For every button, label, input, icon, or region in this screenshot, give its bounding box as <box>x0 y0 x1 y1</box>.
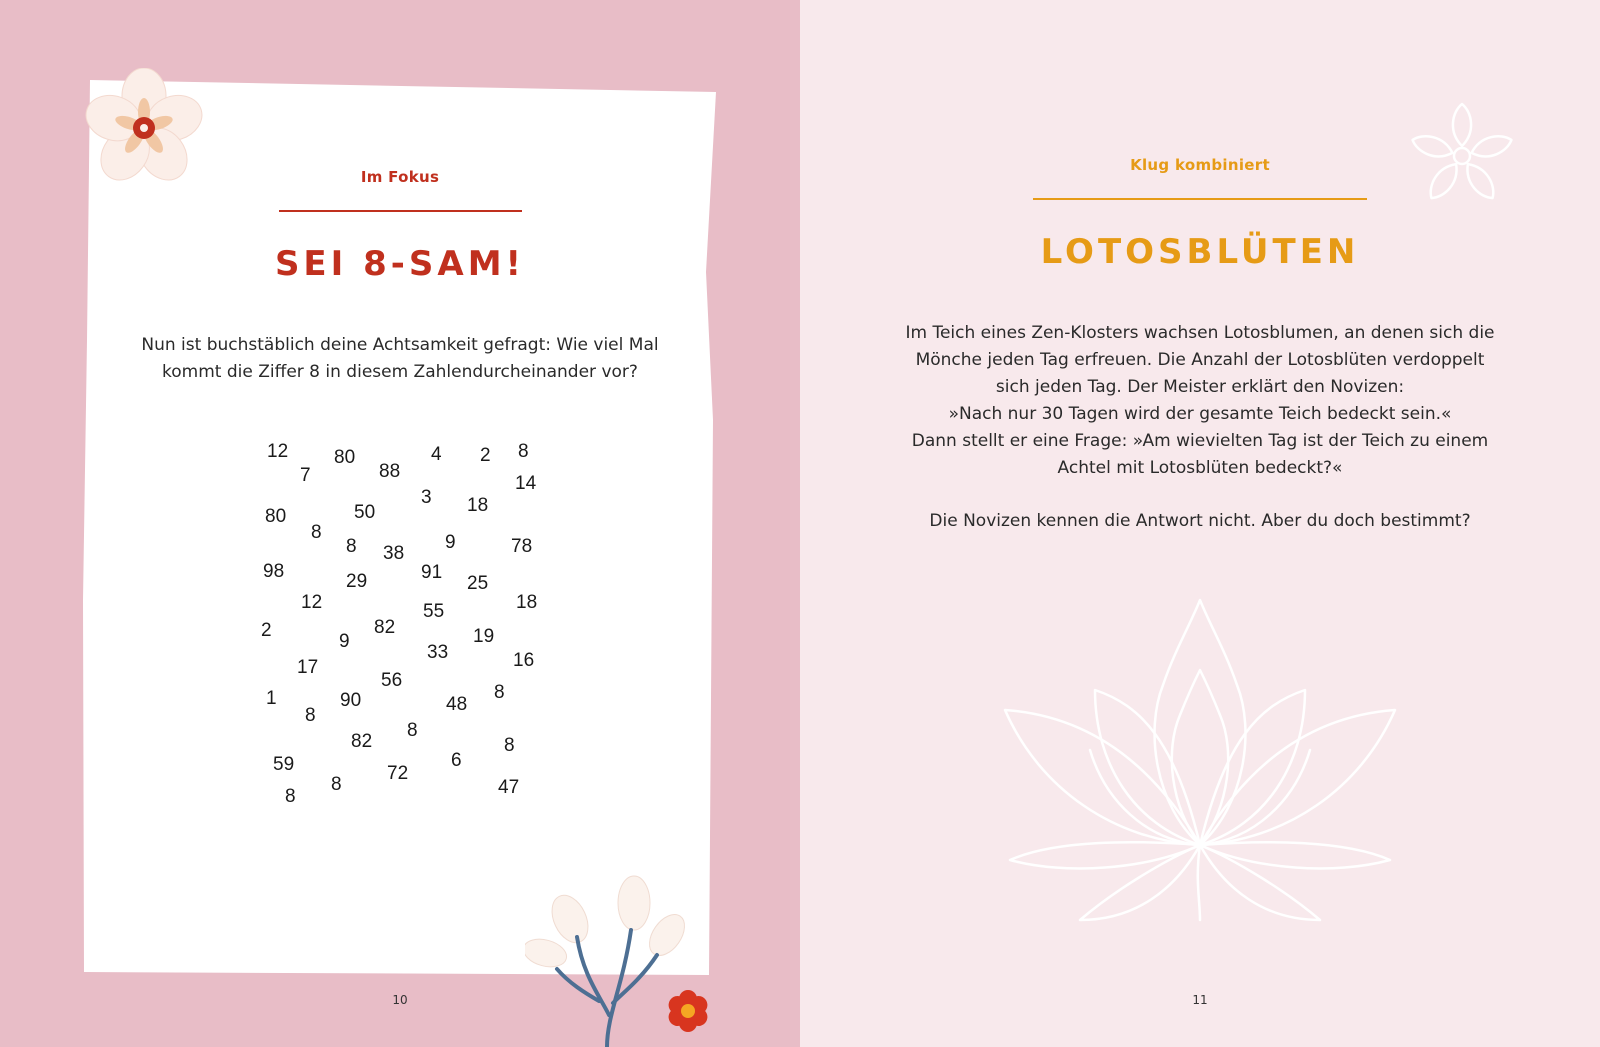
number-item: 8 <box>518 441 529 462</box>
paragraph-line: Mönche jeden Tag erfreuen. Die Anzahl der Lotosblüten verdoppelt <box>915 350 1485 370</box>
number-item: 90 <box>340 690 362 711</box>
paragraph-line: Dann stellt er eine Frage: »Am wievielten Tag ist der Teich zu einem <box>911 431 1489 451</box>
section-kicker: Klug kombiniert <box>1130 156 1270 174</box>
number-item: 33 <box>427 642 449 663</box>
number-item: 82 <box>351 731 373 752</box>
flower-icon <box>78 68 210 194</box>
number-item: 17 <box>297 657 319 678</box>
section-kicker: Im Fokus <box>360 168 440 186</box>
page-title: LOTOSBLÜTEN <box>1040 232 1360 272</box>
number-item: 2 <box>480 445 491 466</box>
number-item: 72 <box>387 763 409 784</box>
kicker-rule <box>1033 198 1367 200</box>
small-flower-outline-icon <box>1410 100 1516 216</box>
number-item: 16 <box>513 650 535 671</box>
number-item: 98 <box>263 561 285 582</box>
number-item: 8 <box>311 522 322 543</box>
right-page <box>800 0 1600 1047</box>
number-item: 7 <box>300 465 311 486</box>
number-item: 18 <box>516 592 538 613</box>
number-item: 8 <box>305 705 316 726</box>
paragraph-line: »Nach nur 30 Tagen wird der gesamte Teich bedeckt sein.« <box>948 404 1452 424</box>
paragraph-line: Achtel mit Lotosblüten bedeckt?« <box>1057 458 1343 478</box>
number-item: 29 <box>346 571 368 592</box>
number-item: 8 <box>285 786 296 807</box>
number-item: 8 <box>407 720 418 741</box>
number-item: 6 <box>451 750 462 771</box>
number-item: 80 <box>334 447 356 468</box>
number-item: 56 <box>381 670 403 691</box>
number-item: 8 <box>346 536 357 557</box>
number-item: 12 <box>267 441 289 462</box>
number-item: 48 <box>446 694 468 715</box>
number-item: 3 <box>421 487 432 508</box>
number-item: 47 <box>498 777 520 798</box>
number-item: 80 <box>265 506 287 527</box>
number-item: 88 <box>379 461 401 482</box>
number-item: 9 <box>445 532 456 553</box>
number-item: 4 <box>431 444 442 465</box>
number-item: 91 <box>421 562 443 583</box>
page-number: 10 <box>392 993 408 1007</box>
red-flower-icon <box>664 987 712 1035</box>
page-number: 11 <box>1192 993 1208 1007</box>
number-item: 8 <box>494 682 505 703</box>
number-item: 59 <box>273 754 295 775</box>
paragraph-line: Im Teich eines Zen-Klosters wachsen Lotosblumen, an denen sich die <box>905 323 1495 343</box>
number-item: 9 <box>339 631 350 652</box>
page-title: SEI 8-SAM! <box>274 244 526 284</box>
number-item: 1 <box>266 688 277 709</box>
lotus-outline-icon <box>995 590 1405 930</box>
number-item: 14 <box>515 473 537 494</box>
number-item: 82 <box>374 617 396 638</box>
number-item: 2 <box>261 620 272 641</box>
number-item: 55 <box>423 601 445 622</box>
number-item: 18 <box>467 495 489 516</box>
number-item: 12 <box>301 592 323 613</box>
number-item: 38 <box>383 543 405 564</box>
number-item: 19 <box>473 626 495 647</box>
paragraph-line: sich jeden Tag. Der Meister erklärt den Novizen: <box>995 377 1405 397</box>
number-item: 25 <box>467 573 489 594</box>
puzzle-question: Die Novizen kennen die Antwort nicht. Aber du doch bestimmt? <box>929 511 1471 531</box>
kicker-rule <box>279 210 522 212</box>
puzzle-intro: Nun ist buchstäblich deine Achtsamkeit gefragt: Wie viel Mal kommt die Ziffer 8 in diesem Zahlendurcheinander vor? <box>141 335 659 382</box>
number-item: 50 <box>354 502 376 523</box>
number-item: 8 <box>331 774 342 795</box>
number-item: 78 <box>511 536 533 557</box>
puzzle-text <box>900 320 1500 535</box>
number-item: 8 <box>504 735 515 756</box>
